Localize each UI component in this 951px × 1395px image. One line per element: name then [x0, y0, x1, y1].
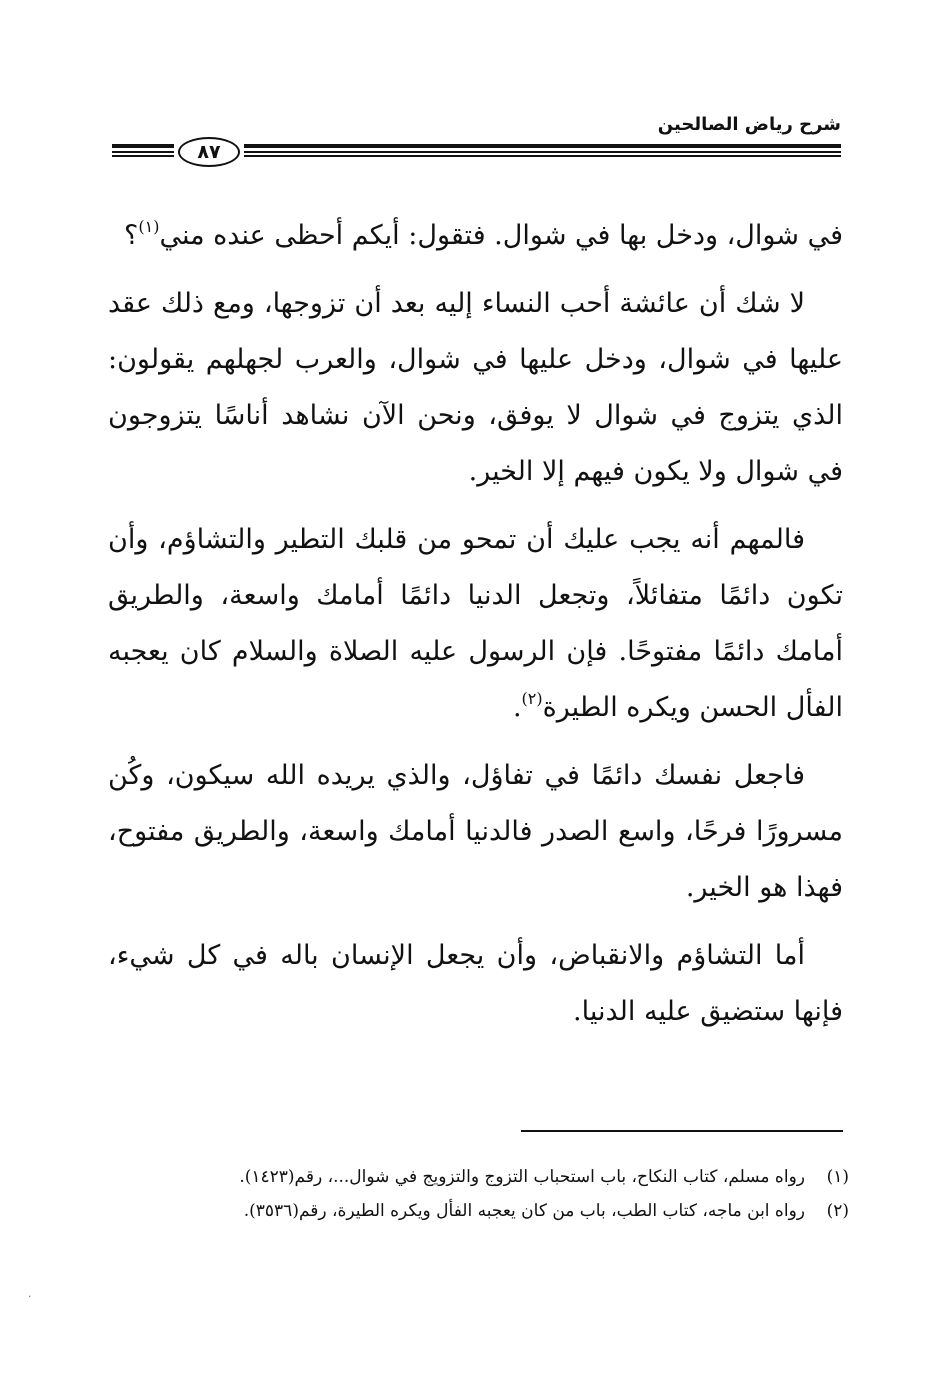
paragraph-1-text: في شوال، ودخل بها في شوال. فتقول: أيكم أحظى عنده مني: [159, 220, 843, 251]
footnote-2-text: رواه ابن ماجه، كتاب الطب، باب من كان يعجبه الفأل ويكره الطيرة، رقم(٣٥٣٦).: [243, 1201, 805, 1221]
footnote-2: [107, 1196, 849, 1226]
paragraph-3-end: .: [512, 692, 522, 723]
footnote-ref-2[interactable]: (٢): [521, 689, 543, 708]
main-text: [108, 208, 843, 1052]
paragraph-1: [108, 208, 843, 264]
footnote-1-text: رواه مسلم، كتاب النكاح، باب استحباب التزوج والتزويج في شوال...، رقم(١٤٢٣).: [239, 1167, 805, 1187]
paragraph-3: [108, 512, 843, 736]
paragraph-5: أما التشاؤم والانقباض، وأن يجعل الإنسان باله في كل شيء، فإنها ستضيق عليه الدنيا.: [108, 940, 843, 1027]
paragraph-3-text: فالمهم أنه يجب عليك أن تمحو من قلبك التطير والتشاؤم، وأن تكون دائمًا متفائلاً، وتجعل الدنيا دائمًا أمامك واسعة، والطريق أمامك دائمًا مفتوحًا. فإن الرسول عليه الصلاة والسلام كان يعجبه الفأل الحسن ويكره الطيرة: [108, 524, 843, 723]
footnote-1: [107, 1162, 849, 1192]
footnote-1-number: (١): [826, 1167, 849, 1187]
page-number: ٨٧: [178, 137, 240, 167]
header-rule-right: [244, 144, 841, 158]
scan-edge-mark: ·: [28, 1290, 32, 1303]
footnote-ref-1[interactable]: (١): [138, 217, 160, 236]
footnote-2-number: (٢): [826, 1201, 849, 1221]
footnotes: [107, 1162, 849, 1230]
paragraph-1-end: ؟: [124, 220, 139, 251]
footnote-separator: [521, 1130, 843, 1132]
paragraph-4: فاجعل نفسك دائمًا في تفاؤل، والذي يريده الله سيكون، وكُن مسرورًا فرحًا، واسع الصدر فالدنيا أمامك واسعة، والطريق مفتوح، فهذا هو الخير.: [108, 760, 843, 903]
paragraph-2: لا شك أن عائشة أحب النساء إليه بعد أن تزوجها، ومع ذلك عقد عليها في شوال، ودخل عليها في شوال، والعرب لجهلهم يقولون: الذي يتزوج في شوال لا يوفق، ونحن الآن نشاهد أناسًا يتزوجون في شوال ولا يكون فيهم إلا الخير.: [108, 288, 843, 487]
running-title: شرح رياض الصالحين: [657, 114, 841, 135]
header-rule-left: [112, 144, 174, 158]
